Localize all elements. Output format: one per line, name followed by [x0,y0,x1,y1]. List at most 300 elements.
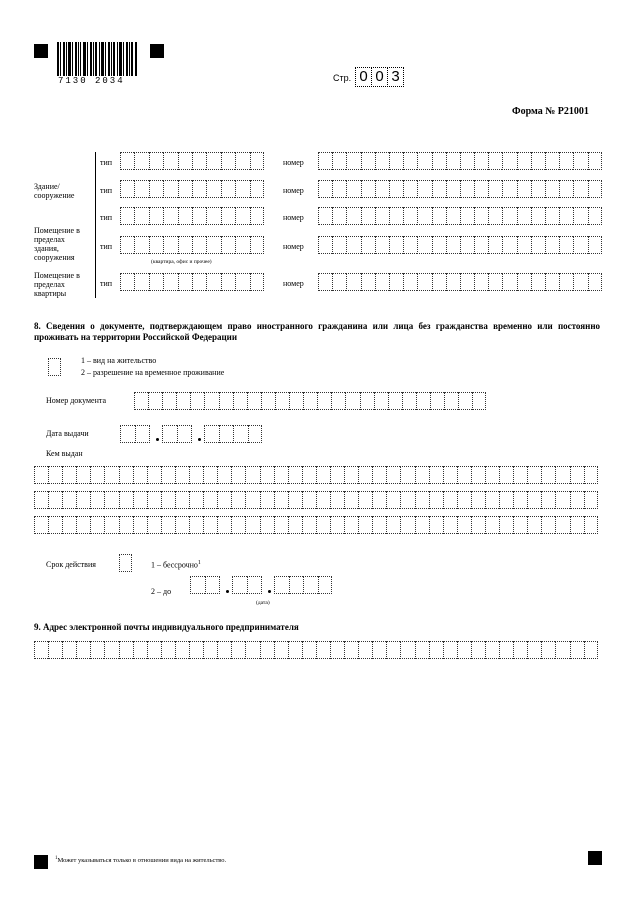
input-cell[interactable] [485,516,499,534]
input-cell[interactable] [545,207,559,225]
input-cell[interactable] [318,152,332,170]
input-cell[interactable] [429,516,443,534]
input-cell[interactable] [573,180,587,198]
input-cell[interactable] [192,180,206,198]
input-cell[interactable] [499,466,513,484]
input-cell[interactable] [192,207,206,225]
input-cell[interactable] [163,152,177,170]
input-cell[interactable] [415,516,429,534]
input-cell[interactable] [260,641,274,659]
input-cell[interactable] [400,516,414,534]
input-cell[interactable] [318,273,332,291]
input-cell[interactable] [517,207,531,225]
input-cell[interactable] [330,516,344,534]
input-cell[interactable] [34,516,48,534]
input-cell[interactable] [90,516,104,534]
input-cell[interactable] [499,491,513,509]
input-cell[interactable] [372,516,386,534]
input-cell[interactable] [34,466,48,484]
input-cell[interactable] [34,491,48,509]
input-cell[interactable] [488,236,502,254]
input-cell[interactable] [502,180,516,198]
input-cell[interactable] [149,273,163,291]
input-cell[interactable] [161,641,175,659]
input-cell[interactable] [302,641,316,659]
input-cell[interactable] [474,180,488,198]
input-cell[interactable] [446,180,460,198]
issue-month-field[interactable] [162,425,192,443]
input-cell[interactable] [502,207,516,225]
input-cell[interactable] [235,180,249,198]
input-cell[interactable] [149,152,163,170]
input-cell[interactable] [345,392,359,410]
input-cell[interactable] [178,152,192,170]
input-cell[interactable] [149,236,163,254]
input-cell[interactable] [76,466,90,484]
input-cell[interactable] [559,180,573,198]
input-cell[interactable] [120,425,135,443]
input-cell[interactable] [204,392,218,410]
input-cell[interactable] [573,152,587,170]
input-cell[interactable] [570,466,584,484]
input-cell[interactable] [203,491,217,509]
input-cell[interactable] [344,491,358,509]
input-cell[interactable] [545,236,559,254]
input-cell[interactable] [206,207,220,225]
input-cell[interactable] [588,180,602,198]
input-cell[interactable] [358,466,372,484]
input-cell[interactable] [104,466,118,484]
input-cell[interactable] [203,516,217,534]
input-cell[interactable] [245,641,259,659]
validity-checkbox[interactable] [119,554,132,572]
input-cell[interactable] [148,392,162,410]
premises-number-field[interactable] [318,236,602,254]
input-cell[interactable] [531,152,545,170]
input-cell[interactable] [527,491,541,509]
input-cell[interactable] [513,466,527,484]
input-cell[interactable] [76,516,90,534]
input-cell[interactable] [203,641,217,659]
input-cell[interactable] [217,491,231,509]
input-cell[interactable] [417,273,431,291]
input-cell[interactable] [517,180,531,198]
input-cell[interactable] [330,466,344,484]
input-cell[interactable] [219,392,233,410]
input-cell[interactable] [375,207,389,225]
input-cell[interactable] [175,641,189,659]
input-cell[interactable] [555,516,569,534]
input-cell[interactable] [389,236,403,254]
input-cell[interactable] [120,152,134,170]
input-cell[interactable] [233,392,247,410]
input-cell[interactable] [206,152,220,170]
input-cell[interactable] [375,236,389,254]
input-cell[interactable] [260,516,274,534]
input-cell[interactable] [460,236,474,254]
input-cell[interactable] [527,466,541,484]
input-cell[interactable] [344,466,358,484]
input-cell[interactable] [250,180,264,198]
input-cell[interactable] [260,491,274,509]
input-cell[interactable] [133,491,147,509]
issued-by-line-3[interactable] [34,516,598,534]
input-cell[interactable] [134,273,148,291]
input-cell[interactable] [457,466,471,484]
input-cell[interactable] [432,152,446,170]
input-cell[interactable] [559,207,573,225]
input-cell[interactable] [250,152,264,170]
input-cell[interactable] [430,392,444,410]
input-cell[interactable] [62,466,76,484]
building-number-2-field[interactable] [318,180,602,198]
input-cell[interactable] [288,466,302,484]
input-cell[interactable] [318,207,332,225]
input-cell[interactable] [417,180,431,198]
input-cell[interactable] [48,641,62,659]
input-cell[interactable] [344,641,358,659]
input-cell[interactable] [417,152,431,170]
input-cell[interactable] [90,466,104,484]
input-cell[interactable] [235,236,249,254]
input-cell[interactable] [289,392,303,410]
input-cell[interactable] [474,273,488,291]
input-cell[interactable] [204,425,219,443]
input-cell[interactable] [555,466,569,484]
input-cell[interactable] [221,180,235,198]
input-cell[interactable] [120,207,134,225]
input-cell[interactable] [573,273,587,291]
input-cell[interactable] [247,392,261,410]
input-cell[interactable] [206,180,220,198]
input-cell[interactable] [190,576,205,594]
input-cell[interactable] [531,236,545,254]
apartment-premises-type-field[interactable] [120,273,264,291]
input-cell[interactable] [358,491,372,509]
input-cell[interactable] [389,273,403,291]
input-cell[interactable] [147,641,161,659]
input-cell[interactable] [499,516,513,534]
input-cell[interactable] [332,236,346,254]
input-cell[interactable] [316,516,330,534]
input-cell[interactable] [361,180,375,198]
input-cell[interactable] [446,236,460,254]
input-cell[interactable] [245,516,259,534]
input-cell[interactable] [389,207,403,225]
input-cell[interactable] [570,516,584,534]
input-cell[interactable] [559,152,573,170]
input-cell[interactable] [429,466,443,484]
input-cell[interactable] [346,207,360,225]
building-type-1-field[interactable] [120,152,264,170]
input-cell[interactable] [531,273,545,291]
input-cell[interactable] [588,207,602,225]
input-cell[interactable] [432,180,446,198]
input-cell[interactable] [104,491,118,509]
input-cell[interactable] [513,641,527,659]
input-cell[interactable] [104,641,118,659]
input-cell[interactable] [206,236,220,254]
input-cell[interactable] [375,180,389,198]
input-cell[interactable] [233,425,248,443]
valid-until-month-field[interactable] [232,576,262,594]
input-cell[interactable] [162,425,177,443]
input-cell[interactable] [541,466,555,484]
issued-by-line-2[interactable] [34,491,598,509]
input-cell[interactable] [527,516,541,534]
input-cell[interactable] [346,152,360,170]
input-cell[interactable] [588,152,602,170]
input-cell[interactable] [303,392,317,410]
input-cell[interactable] [217,516,231,534]
input-cell[interactable] [76,641,90,659]
input-cell[interactable] [375,152,389,170]
input-cell[interactable] [175,516,189,534]
input-cell[interactable] [403,236,417,254]
building-number-1-field[interactable] [318,152,602,170]
input-cell[interactable] [474,152,488,170]
input-cell[interactable] [358,641,372,659]
input-cell[interactable] [120,236,134,254]
input-cell[interactable] [372,466,386,484]
input-cell[interactable] [147,491,161,509]
input-cell[interactable] [316,491,330,509]
valid-until-day-field[interactable] [190,576,220,594]
input-cell[interactable] [192,236,206,254]
input-cell[interactable] [386,491,400,509]
input-cell[interactable] [177,425,192,443]
input-cell[interactable] [62,641,76,659]
input-cell[interactable] [403,273,417,291]
input-cell[interactable] [205,576,220,594]
input-cell[interactable] [517,236,531,254]
input-cell[interactable] [317,392,331,410]
input-cell[interactable] [189,641,203,659]
input-cell[interactable] [190,392,204,410]
input-cell[interactable] [217,641,231,659]
input-cell[interactable] [415,641,429,659]
input-cell[interactable] [62,516,76,534]
input-cell[interactable] [415,466,429,484]
input-cell[interactable] [474,236,488,254]
input-cell[interactable] [104,516,118,534]
input-cell[interactable] [488,180,502,198]
input-cell[interactable] [330,491,344,509]
input-cell[interactable] [513,491,527,509]
input-cell[interactable] [460,273,474,291]
input-cell[interactable] [584,641,598,659]
input-cell[interactable] [303,576,318,594]
input-cell[interactable] [570,491,584,509]
input-cell[interactable] [361,152,375,170]
email-field[interactable] [34,641,598,659]
input-cell[interactable] [332,152,346,170]
input-cell[interactable] [133,516,147,534]
input-cell[interactable] [90,491,104,509]
input-cell[interactable] [499,641,513,659]
input-cell[interactable] [417,207,431,225]
input-cell[interactable] [573,236,587,254]
input-cell[interactable] [488,207,502,225]
input-cell[interactable] [446,152,460,170]
input-cell[interactable] [360,392,374,410]
input-cell[interactable] [502,152,516,170]
input-cell[interactable] [471,466,485,484]
input-cell[interactable] [330,641,344,659]
input-cell[interactable] [541,641,555,659]
input-cell[interactable] [231,641,245,659]
valid-until-year-field[interactable] [274,576,332,594]
input-cell[interactable] [178,207,192,225]
input-cell[interactable] [573,207,587,225]
input-cell[interactable] [443,466,457,484]
input-cell[interactable] [332,180,346,198]
document-type-checkbox[interactable] [48,358,61,376]
input-cell[interactable] [485,466,499,484]
input-cell[interactable] [231,466,245,484]
input-cell[interactable] [460,207,474,225]
input-cell[interactable] [358,516,372,534]
input-cell[interactable] [221,207,235,225]
input-cell[interactable] [62,491,76,509]
input-cell[interactable] [400,466,414,484]
input-cell[interactable] [457,491,471,509]
input-cell[interactable] [161,491,175,509]
input-cell[interactable] [531,180,545,198]
input-cell[interactable] [460,180,474,198]
input-cell[interactable] [178,273,192,291]
issue-day-field[interactable] [120,425,150,443]
input-cell[interactable] [245,466,259,484]
input-cell[interactable] [559,236,573,254]
input-cell[interactable] [248,425,263,443]
input-cell[interactable] [120,180,134,198]
input-cell[interactable] [274,516,288,534]
input-cell[interactable] [260,466,274,484]
input-cell[interactable] [361,273,375,291]
input-cell[interactable] [531,207,545,225]
input-cell[interactable] [302,491,316,509]
input-cell[interactable] [471,641,485,659]
input-cell[interactable] [432,273,446,291]
input-cell[interactable] [416,392,430,410]
input-cell[interactable] [133,641,147,659]
input-cell[interactable] [232,576,247,594]
input-cell[interactable] [261,392,275,410]
input-cell[interactable] [288,491,302,509]
input-cell[interactable] [274,466,288,484]
input-cell[interactable] [372,491,386,509]
input-cell[interactable] [331,392,345,410]
input-cell[interactable] [332,207,346,225]
input-cell[interactable] [133,466,147,484]
input-cell[interactable] [288,516,302,534]
input-cell[interactable] [76,491,90,509]
issued-by-line-1[interactable] [34,466,598,484]
input-cell[interactable] [250,273,264,291]
input-cell[interactable] [344,516,358,534]
input-cell[interactable] [163,236,177,254]
input-cell[interactable] [221,273,235,291]
input-cell[interactable] [545,152,559,170]
input-cell[interactable] [192,152,206,170]
input-cell[interactable] [274,641,288,659]
input-cell[interactable] [432,207,446,225]
input-cell[interactable] [147,516,161,534]
input-cell[interactable] [289,576,304,594]
input-cell[interactable] [541,516,555,534]
input-cell[interactable] [570,641,584,659]
input-cell[interactable] [372,641,386,659]
input-cell[interactable] [443,491,457,509]
input-cell[interactable] [134,180,148,198]
input-cell[interactable] [192,273,206,291]
input-cell[interactable] [119,491,133,509]
input-cell[interactable] [318,180,332,198]
input-cell[interactable] [389,180,403,198]
input-cell[interactable] [316,466,330,484]
input-cell[interactable] [135,425,150,443]
input-cell[interactable] [485,491,499,509]
building-number-3-field[interactable] [318,207,602,225]
building-type-2-field[interactable] [120,180,264,198]
input-cell[interactable] [361,207,375,225]
input-cell[interactable] [471,491,485,509]
input-cell[interactable] [400,491,414,509]
input-cell[interactable] [221,152,235,170]
input-cell[interactable] [485,641,499,659]
input-cell[interactable] [584,466,598,484]
input-cell[interactable] [374,392,388,410]
input-cell[interactable] [149,207,163,225]
input-cell[interactable] [488,152,502,170]
input-cell[interactable] [457,516,471,534]
input-cell[interactable] [120,273,134,291]
input-cell[interactable] [316,641,330,659]
input-cell[interactable] [346,180,360,198]
input-cell[interactable] [502,236,516,254]
input-cell[interactable] [457,641,471,659]
input-cell[interactable] [231,491,245,509]
input-cell[interactable] [134,236,148,254]
input-cell[interactable] [386,516,400,534]
input-cell[interactable] [386,466,400,484]
input-cell[interactable] [474,207,488,225]
input-cell[interactable] [163,180,177,198]
apartment-premises-number-field[interactable] [318,273,602,291]
input-cell[interactable] [189,466,203,484]
input-cell[interactable] [488,273,502,291]
input-cell[interactable] [48,466,62,484]
input-cell[interactable] [429,641,443,659]
input-cell[interactable] [189,491,203,509]
input-cell[interactable] [119,641,133,659]
input-cell[interactable] [90,641,104,659]
input-cell[interactable] [275,392,289,410]
premises-type-field[interactable] [120,236,264,254]
input-cell[interactable] [231,516,245,534]
input-cell[interactable] [34,641,48,659]
input-cell[interactable] [206,273,220,291]
input-cell[interactable] [460,152,474,170]
input-cell[interactable] [361,236,375,254]
input-cell[interactable] [245,491,259,509]
input-cell[interactable] [346,236,360,254]
input-cell[interactable] [217,466,231,484]
input-cell[interactable] [415,491,429,509]
input-cell[interactable] [403,152,417,170]
input-cell[interactable] [471,516,485,534]
